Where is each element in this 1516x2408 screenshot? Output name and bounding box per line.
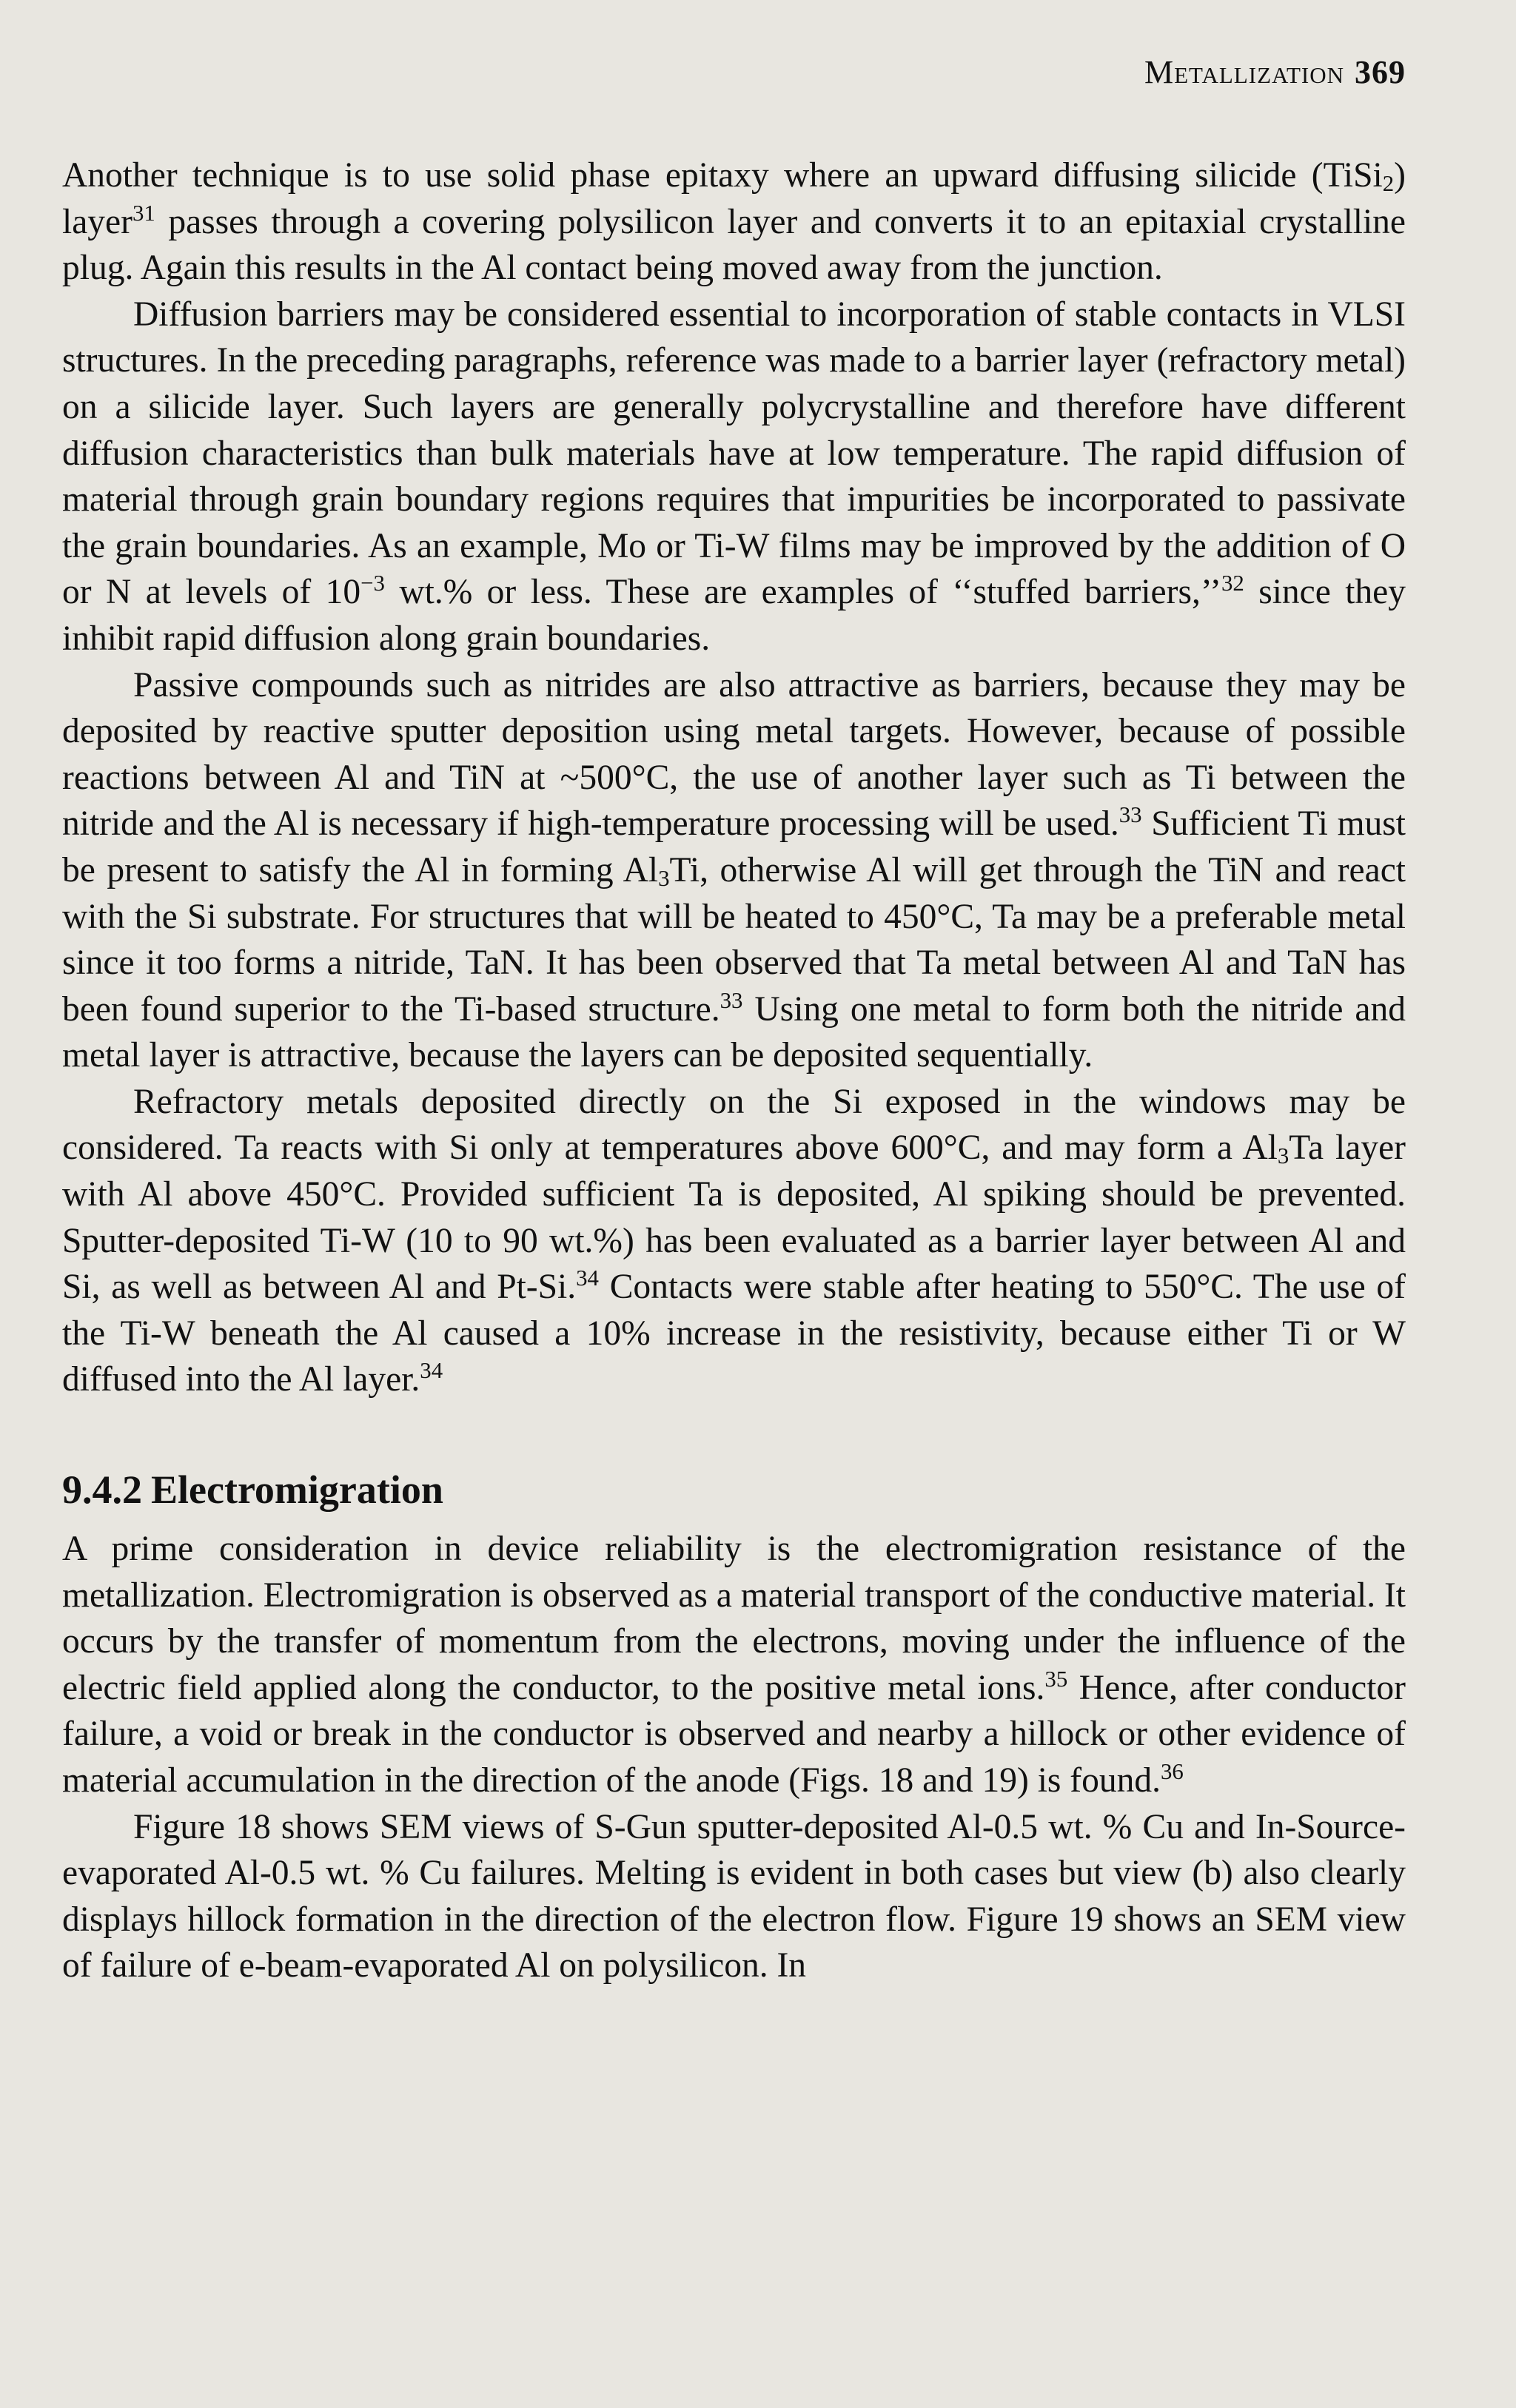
text-run: Figure 18 shows SEM views of S-Gun sputter-deposited Al-0.5 wt. % Cu and In-Source-evaporated Al-0.5 wt. % Cu failures. Melting is evident in both cases but view (b) also clearly displays hillock formation in the direction of the electron flow. Figure 19 shows an SEM view of failure of e-beam-evaporated Al on polysilicon. In [62, 1807, 1406, 1985]
page-number: 369 [1355, 54, 1406, 90]
section-title: Electromigration [151, 1467, 443, 1513]
text-run: A prime consideration in device reliability is the electromigration resistance of the metallization. Electromigration is observed as a material transport of the conductive material. It occurs by the transfer of momentum from the electrons, moving under the influence of the electric field applied along the conductor, to the positive metal ions. [62, 1530, 1406, 1707]
section-heading [62, 1467, 1406, 1513]
paragraph-diffusion-barriers [62, 292, 1406, 662]
text-run: passes through a covering polysilicon layer and converts it to an epitaxial crystalline plug. Again this results in the Al contact being moved away from the junction. [62, 202, 1406, 288]
footnote-ref: 34 [420, 1357, 443, 1384]
text-run: Another technique is to use solid phase epitaxy where an upward diffusing silicide (TiSi [62, 156, 1383, 195]
running-title: Metallization [1144, 54, 1344, 90]
footnote-ref: 33 [1118, 801, 1142, 828]
text-run: Sufficient Ti must be present to satisfy the Al in forming Al [62, 804, 1406, 889]
paragraph-passive-compounds [62, 662, 1406, 1079]
footnote-ref: 31 [132, 199, 155, 226]
footnote-ref: 32 [1221, 570, 1244, 596]
paragraph-figure-18 [62, 1804, 1406, 1989]
exponent: −3 [360, 570, 385, 596]
text-run: Contacts were stable after heating to 550°C. The use of the Ti-W beneath the Al caused a 10% increase in the resistivity, because either Ti or W diffused into the Al layer. [62, 1268, 1406, 1399]
text-run: Diffusion barriers may be considered essential to incorporation of stable contacts in VLSI structures. In the preceding paragraphs, reference was made to a barrier layer (refractory metal) on a silicide layer. Such layers are generally polycrystalline and therefore have different diffusion characteristics than bulk materials have at low temperature. The rapid diffusion of material through grain boundary regions requires that impurities be incorporated to passivate the grain boundaries. As an example, Mo or Ti-W films may be improved by the addition of O or N at levels of 10 [62, 295, 1406, 612]
text-run: since they inhibit rapid diffusion along grain boundaries. [62, 573, 1406, 658]
footnote-ref: 36 [1160, 1758, 1184, 1785]
body-text [62, 152, 1406, 1989]
running-head [1144, 53, 1406, 91]
footnote-ref: 34 [576, 1265, 599, 1291]
text-run: Passive compounds such as nitrides are also attractive as barriers, because they may be deposited by reactive sputter deposition using metal targets. However, because of possible reactions between Al and TiN at ~500°C, the use of another layer such as Ti between the nitride and the Al is necessary if high-temperature processing will be used. [62, 665, 1406, 844]
text-run: Ti, otherwise Al will get through the TiN and react with the Si substrate. For structures that will be heated to 450°C, Ta may be a preferable metal since it too forms a nitride, TaN. It has been observed that Ta metal between Al and TaN has been found superior to the Ti-based structure. [62, 850, 1406, 1029]
subscript: 2 [1382, 170, 1395, 197]
text-run: Ta layer with Al above 450°C. Provided sufficient Ta is deposited, Al spiking should be prevented. Sputter-deposited Ti-W (10 to 90 wt.%) has been evaluated as a barrier layer between Al and Si, as well as between Al and Pt-Si. [62, 1129, 1406, 1307]
footnote-ref: 35 [1044, 1665, 1068, 1692]
footnote-ref: 33 [720, 986, 743, 1013]
subscript: 3 [658, 865, 670, 892]
section-number: 9.4.2 [62, 1467, 142, 1513]
text-run: Refractory metals deposited directly on the Si exposed in the windows may be considered. Ta reacts with Si only at temperatures above 600°C, and may form a Al [62, 1082, 1406, 1168]
subscript: 3 [1277, 1143, 1289, 1169]
text-run: Using one metal to form both the nitride and metal layer is attractive, because the layers can be deposited sequentially. [62, 989, 1406, 1075]
paragraph-solid-phase-epitaxy [62, 152, 1406, 292]
paragraph-electromigration-intro [62, 1526, 1406, 1804]
paragraph-refractory-metals [62, 1079, 1406, 1403]
text-run: Hence, after conductor failure, a void or break in the conductor is observed and nearby a hillock or other evidence of material accumulation in the direction of the anode (Figs. 18 and 19) is found. [62, 1668, 1406, 1800]
text-run: ) layer [62, 156, 1406, 241]
text-run: wt.% or less. These are examples of ‘‘stuffed barriers,’’ [384, 573, 1221, 612]
